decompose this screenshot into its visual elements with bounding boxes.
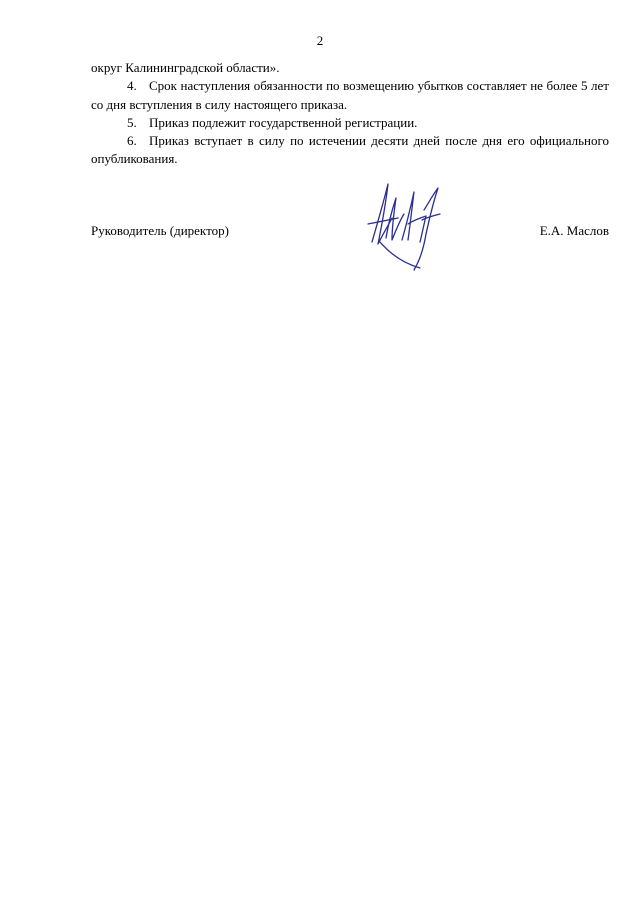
signer-name: Е.А. Маслов bbox=[539, 223, 609, 238]
paragraph-4 bbox=[91, 77, 609, 114]
paragraph-number: 6. bbox=[127, 133, 137, 149]
paragraph-text: Срок наступления обязанности по возмещению убытков составляет не более 5 лет со дня вступления в силу настоящего приказа. bbox=[91, 78, 609, 112]
handwritten-signature bbox=[362, 180, 450, 272]
paragraph-text: Приказ вступает в силу по истечении десяти дней после дня его официального опубликования. bbox=[91, 133, 609, 167]
paragraph-text: Приказ подлежит государственной регистрации. bbox=[149, 114, 418, 130]
paragraph-continuation: округ Калининградской области». bbox=[91, 60, 280, 75]
document-body bbox=[91, 59, 609, 169]
paragraph-number: 5. bbox=[127, 114, 137, 130]
page-number: 2 bbox=[316, 33, 324, 48]
signer-title: Руководитель (директор) bbox=[91, 223, 229, 238]
paragraph-6 bbox=[91, 132, 609, 169]
paragraph-5 bbox=[91, 114, 609, 132]
paragraph-number: 4. bbox=[127, 78, 137, 94]
